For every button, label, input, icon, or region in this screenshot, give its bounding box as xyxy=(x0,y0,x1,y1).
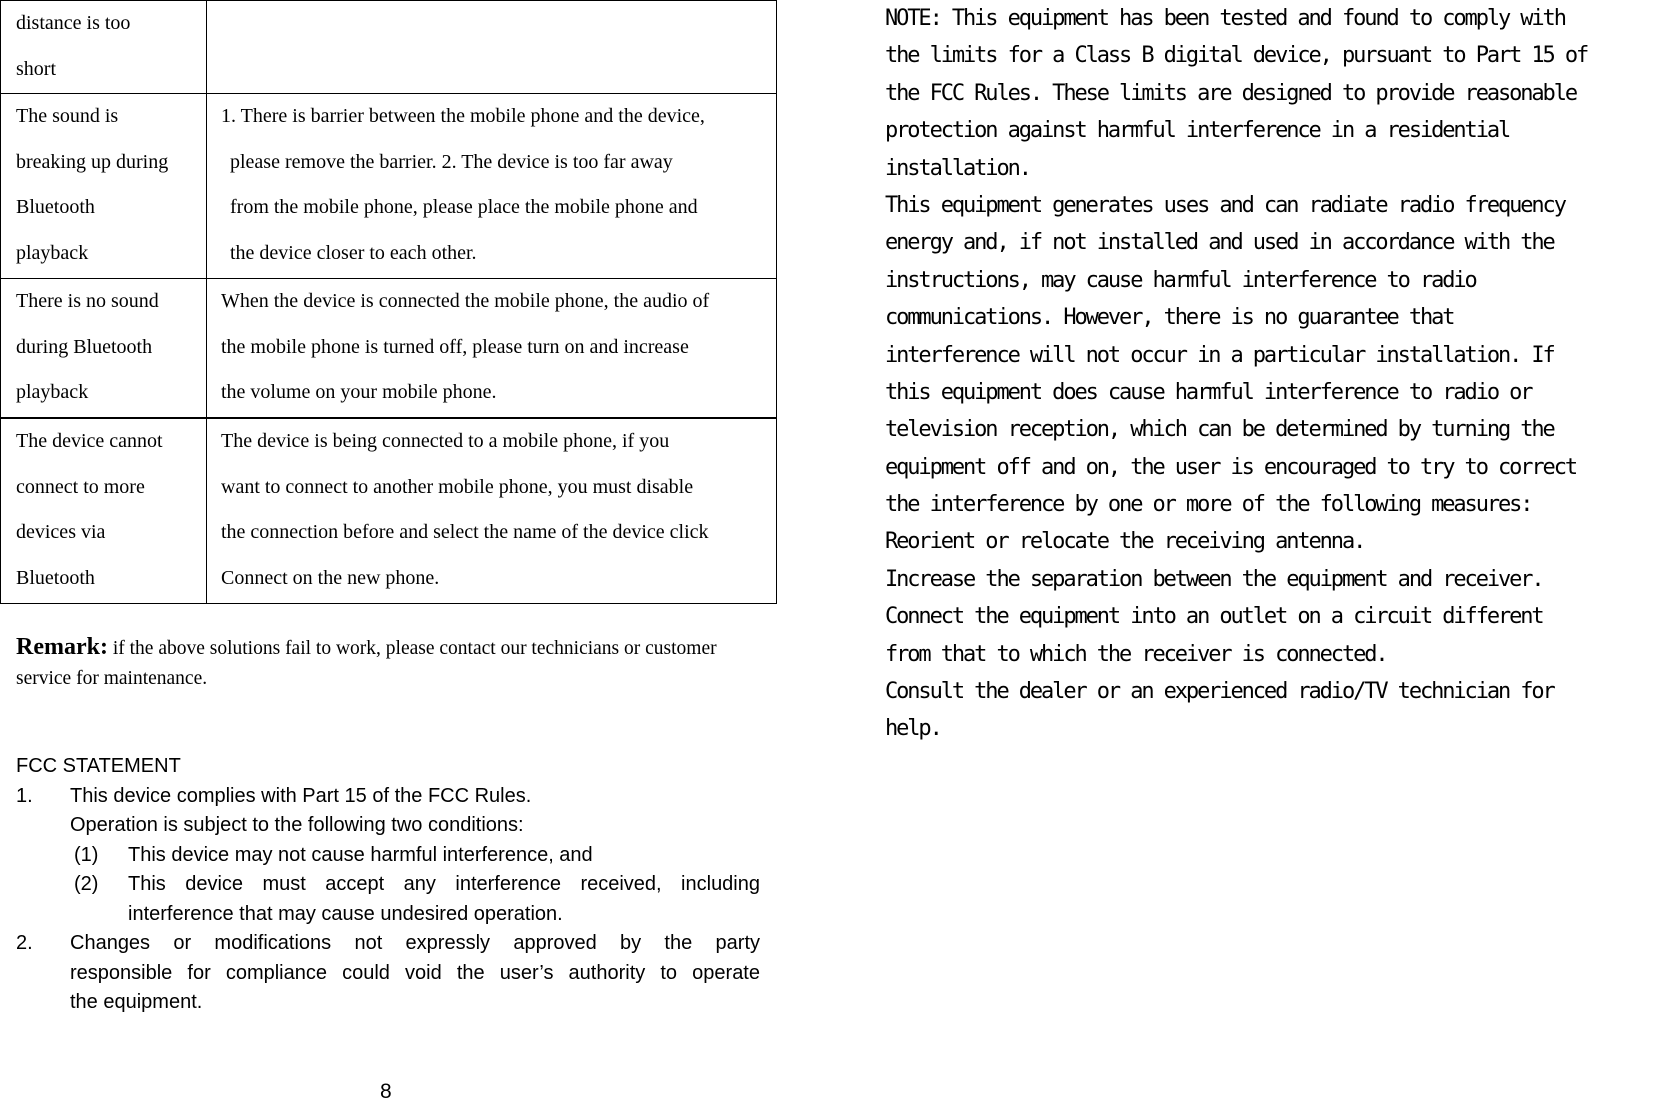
fcc-note xyxy=(885,0,1670,748)
text-line: Changes or modifications not expressly approved by the party xyxy=(70,932,760,954)
fcc-condition-2 xyxy=(16,870,760,929)
remark-paragraph xyxy=(16,632,756,694)
text-line: This device must accept any interference received, including xyxy=(128,873,760,895)
fcc-statement xyxy=(16,752,760,1018)
problem-line: There is no sound xyxy=(16,290,159,312)
text-line: responsible for compliance could void the user’s authority to operate xyxy=(70,961,760,984)
note-line: television reception, which can be determined by turning the xyxy=(885,417,1554,443)
page-number: 8 xyxy=(380,1080,392,1103)
problem-line: Bluetooth xyxy=(16,196,95,218)
solution-line: The device is being connected to a mobile phone, if you xyxy=(221,430,670,452)
solution-cell xyxy=(207,418,777,604)
problem-cell xyxy=(1,279,207,419)
fcc-item-1-text xyxy=(70,782,760,841)
solution-line: the mobile phone is turned off, please turn on and increase xyxy=(221,335,689,358)
problem-cell xyxy=(1,94,207,279)
problem-line: devices via xyxy=(16,521,106,543)
problem-line: Bluetooth xyxy=(16,566,95,589)
problem-line: playback xyxy=(16,241,89,264)
solution-line: 1. There is barrier between the mobile phone and the device, xyxy=(221,105,705,127)
problem-line: distance is too xyxy=(16,12,131,34)
troubleshooting-table xyxy=(0,0,777,604)
note-line: NOTE: This equipment has been tested and found to comply with xyxy=(885,6,1565,31)
solution-line: the device closer to each other. xyxy=(230,241,477,264)
fcc-item-2 xyxy=(16,929,760,1018)
solution-line: the connection before and select the name of the device click xyxy=(221,521,709,543)
list-number: (2) xyxy=(74,873,99,895)
fcc-item-1 xyxy=(16,782,760,841)
table-row xyxy=(1,1,777,94)
problem-line: short xyxy=(16,57,56,80)
solution-cell xyxy=(207,94,777,279)
remark-text: if the above solutions fail to work, please contact our technicians or customer service for maintenance. xyxy=(16,638,717,689)
note-line: equipment off and on, the user is encouraged to try to correct xyxy=(885,454,1576,480)
problem-line: connect to more xyxy=(16,475,145,498)
note-line: the limits for a Class B digital device, pursuant to Part 15 of xyxy=(885,43,1588,69)
table-row xyxy=(1,279,777,419)
table-row xyxy=(1,418,777,604)
solution-cell xyxy=(207,1,777,94)
problem-line: during Bluetooth xyxy=(16,335,153,358)
note-line: protection against harmful interference in a residential xyxy=(885,118,1510,144)
fcc-condition-1 xyxy=(16,841,760,871)
note-line: Increase the separation between the equipment and receiver. xyxy=(885,566,1543,592)
problem-line: playback xyxy=(16,381,89,403)
problem-line: The device cannot xyxy=(16,430,163,452)
solution-line: When the device is connected the mobile phone, the audio of xyxy=(221,290,710,312)
problem-line: The sound is xyxy=(16,105,119,127)
note-line: from that to which the receiver is connected. xyxy=(885,641,1387,667)
list-number: (1) xyxy=(74,843,99,866)
text-line: Operation is subject to the following two conditions: xyxy=(70,814,524,836)
note-line: installation. xyxy=(885,155,1030,181)
note-line: Reorient or relocate the receiving antenna. xyxy=(885,529,1365,555)
note-line: energy and, if not installed and used in accordance with the xyxy=(885,230,1554,256)
fcc-item-2-text xyxy=(70,929,760,1018)
note-line: this equipment does cause harmful interference to radio or xyxy=(885,379,1532,405)
list-number: 1. xyxy=(16,784,33,807)
problem-cell xyxy=(1,1,207,94)
solution-line: Connect on the new phone. xyxy=(221,566,440,589)
note-line: Consult the dealer or an experienced radio/TV technician for xyxy=(885,679,1554,705)
note-line: interference will not occur in a particular installation. If xyxy=(885,342,1554,368)
note-line: instructions, may cause harmful interference to radio xyxy=(885,267,1476,293)
solution-line: want to connect to another mobile phone, you must disable xyxy=(221,475,694,498)
list-number: 2. xyxy=(16,932,33,954)
table-row xyxy=(1,94,777,279)
solution-cell xyxy=(207,279,777,419)
text-line: interference that may cause undesired operation. xyxy=(128,902,563,925)
note-line: the FCC Rules. These limits are designed to provide reasonable xyxy=(885,80,1576,106)
solution-line: from the mobile phone, please place the mobile phone and xyxy=(230,196,698,218)
condition-text xyxy=(128,870,760,929)
text-line: This device complies with Part 15 of the FCC Rules. xyxy=(70,784,532,807)
note-line: Connect the equipment into an outlet on a circuit different xyxy=(885,604,1543,630)
solution-line: the volume on your mobile phone. xyxy=(221,381,497,403)
note-line: communications. However, there is no guarantee that xyxy=(885,305,1454,331)
text-line: the equipment. xyxy=(70,991,203,1013)
condition-text: This device may not cause harmful interference, and xyxy=(128,843,593,866)
problem-line: breaking up during xyxy=(16,150,169,173)
remark-label: Remark: xyxy=(16,634,108,660)
note-line: the interference by one or more of the following measures: xyxy=(885,492,1532,518)
fcc-heading: FCC STATEMENT xyxy=(16,755,181,777)
note-line: This equipment generates uses and can radiate radio frequency xyxy=(885,192,1565,218)
solution-line: please remove the barrier. 2. The device is too far away xyxy=(230,150,673,173)
note-line: help. xyxy=(885,716,941,742)
problem-cell xyxy=(1,418,207,604)
